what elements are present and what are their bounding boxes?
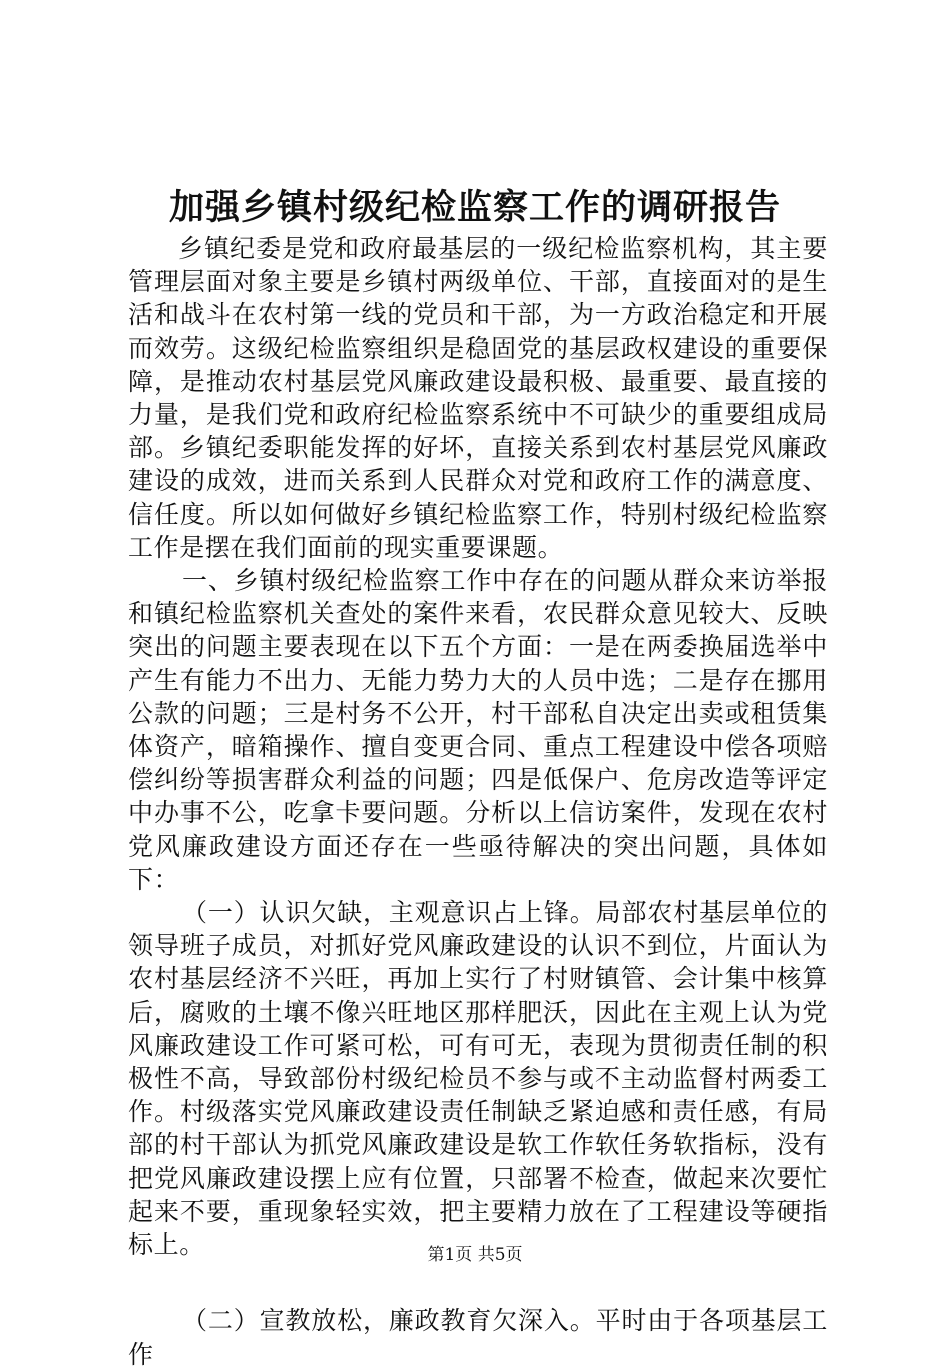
- page-number-footer: 第1页 共5页: [427, 1245, 523, 1265]
- paragraph-subsection-one: （一）认识欠缺，主观意识占上锋。局部农村基层单位的领导班子成员，对抓好党风廉政建设的认识不到位，片面认为农村基层经济不兴旺，再加上实行了村财镇管、会计集中核算后，腐败的土壤不像兴旺地区那样肥沃，因此在主观上认为党风廉政建设工作可紧可松，可有可无，表现为贯彻责任制的积极性不高，导致部份村级纪检员不参与或不主动监督村两委工作。村级落实党风廉政建设责任制缺乏紧迫感和责任感，有局部的村干部认为抓党风廉政建设是软工作软任务软指标，没有把党风廉政建设摆上应有位置，只部署不检查，做起来次要忙起来不要，重现象轻实效，把主要精力放在了工程建设等硬指标上。: [128, 898, 828, 1260]
- paragraph-gap: [128, 1261, 828, 1304]
- paragraph-subsection-two: （二）宣教放松，廉政教育欠深入。平时由于各项基层工作: [128, 1306, 828, 1369]
- paragraph-section-one: 一、乡镇村级纪检监察工作中存在的问题从群众来访举报和镇纪检监察机关查处的案件来看，农民群众意见较大、反映突出的问题主要表现在以下五个方面：一是在两委换届选举中产生有能力不出力、无能力势力大的人员中选；二是存在挪用公款的问题；三是村务不公开，村干部私自决定出卖或租赁集体资产，暗箱操作、擅自变更合同、重点工程建设中偿各项赔偿纠纷等损害群众利益的问题；四是低保户、危房改造等评定中办事不公，吃拿卡要问题。分析以上信访案件，发现在农村党风廉政建设方面还存在一些亟待解决的突出问题，具体如下：: [128, 566, 828, 894]
- paragraph-intro: 乡镇纪委是党和政府最基层的一级纪检监察机构，其主要管理层面对象主要是乡镇村两级单位、干部，直接面对的是生活和战斗在农村第一线的党员和干部，为一方政治稳定和开展而效劳。这级纪检监察组织是稳固党的基层政权建设的重要保障，是推动农村基层党风廉政建设最积极、最重要、最直接的力量，是我们党和政府纪检监察系统中不可缺少的重要组成局部。乡镇纪委职能发挥的好坏，直接关系到农村基层党风廉政建设的成效，进而关系到人民群众对党和政府工作的满意度、信任度。所以如何做好乡镇纪检监察工作，特别村级纪检监察工作是摆在我们面前的现实重要课题。: [128, 234, 828, 562]
- document-body: [128, 232, 828, 1371]
- document-title: 加强乡镇村级纪检监察工作的调研报告: [168, 187, 781, 228]
